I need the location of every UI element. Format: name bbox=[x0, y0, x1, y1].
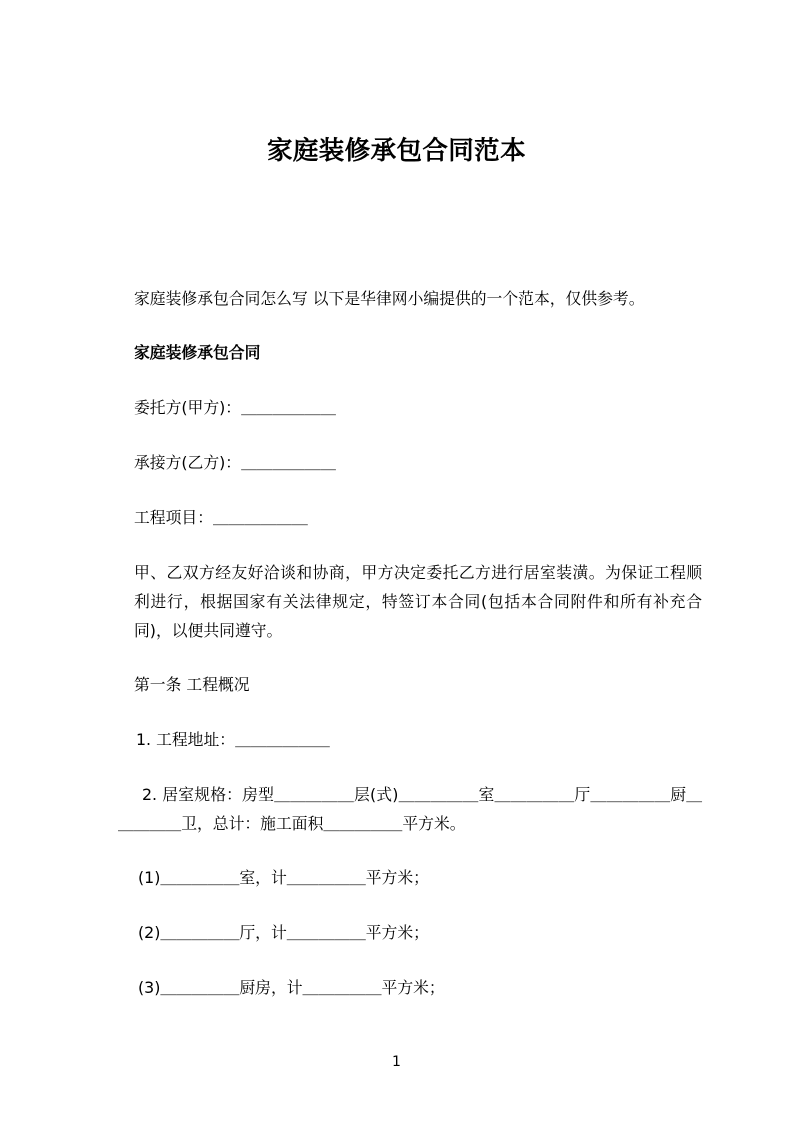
preamble-paragraph: 甲、乙双方经友好洽谈和协商，甲方决定委托乙方进行居室装潢。为保证工程顺利进行，根据国家有关法律规定，特签订本合同(包括本合同附件和所有补充合同)，以便共同遵守。 bbox=[134, 563, 702, 640]
party-b-field: 承接方(乙方)：＿＿＿＿＿＿ bbox=[134, 453, 336, 472]
item-room-spec: 2. 居室规格：房型＿＿＿＿＿层(式)＿＿＿＿＿室＿＿＿＿＿厅＿＿＿＿＿厨＿＿＿＿＿卫，总计：施工面积＿＿＿＿＿平方米。 bbox=[118, 785, 702, 833]
sub-item-kitchen: (3)＿＿＿＿＿厨房，计＿＿＿＿＿平方米； bbox=[138, 978, 445, 997]
contract-heading: 家庭装修承包合同 bbox=[134, 343, 261, 362]
page-title: 家庭装修承包合同范本 bbox=[266, 136, 526, 166]
article-one-heading: 第一条 工程概况 bbox=[134, 675, 250, 694]
document-body bbox=[118, 284, 702, 1028]
item-project-address: 1. 工程地址：＿＿＿＿＿＿ bbox=[136, 730, 330, 749]
intro-paragraph: 家庭装修承包合同怎么写 以下是华律网小编提供的一个范本，仅供参考。 bbox=[134, 289, 645, 308]
sub-item-room: (1)＿＿＿＿＿室，计＿＿＿＿＿平方米； bbox=[138, 868, 429, 887]
project-name-field: 工程项目：＿＿＿＿＿＿ bbox=[134, 508, 308, 527]
party-a-field: 委托方(甲方)：＿＿＿＿＿＿ bbox=[134, 398, 336, 417]
page-number: 1 bbox=[392, 1054, 401, 1070]
sub-item-hall: (2)＿＿＿＿＿厅，计＿＿＿＿＿平方米； bbox=[138, 923, 429, 942]
